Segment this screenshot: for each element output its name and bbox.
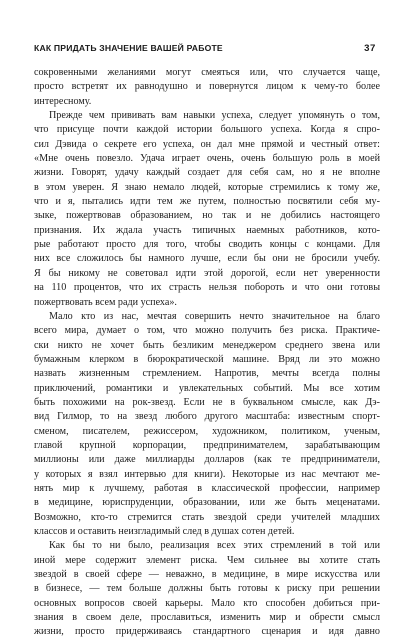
text-line: приключений, романтики и увлекательных событий. Мы все хотим [34, 382, 380, 394]
text-line: них все сложилось бы намного лучше, если бы они не бросили учебу. [34, 253, 380, 265]
page-number: 37 [364, 42, 376, 54]
text-line: что и я, пытались идти тем же путем, полностью посвятили себя му- [34, 196, 380, 208]
text-line: «Мне очень повезло. Удача играет очень, очень большую роль в моей [34, 153, 380, 165]
text-line: всего мира, думает о том, что можно получить без риска. Практиче- [34, 325, 380, 337]
chapter-title: КАК ПРИДАТЬ ЗНАЧЕНИЕ ВАШЕЙ РАБОТЕ [34, 43, 223, 53]
text-line: признания. Их ждала участь типичных наемных работников, кото- [34, 224, 380, 236]
text-line: миллионы или даже миллиарды долларов (как те предприниматели, [34, 454, 380, 466]
text-line: жизни. Говорят, удачу каждый создает для себя сам, но я не вполне [34, 167, 380, 179]
text-line: жизни, просто придерживаясь стандартного сценария и идя давно [34, 626, 380, 638]
text-line: в медицине, юриспруденции, образовании, или же быть меценатами. [34, 497, 380, 509]
text-line: классов и оставить неизгладимый след в душах сотен детей. [34, 526, 295, 537]
text-line: Возможно, кто-то стремится стать звездой среди учителей младших [34, 511, 380, 523]
text-line: пожертвовать всем ради успеха». [34, 296, 177, 308]
text-line: сокровенными желаниями могут смеяться или, что случается чаще, [34, 67, 380, 78]
text-line: Мало кто из нас, мечтая совершить нечто значительное на благо [49, 310, 380, 322]
text-line: знания в своем деле, прославиться, изменить мир и обрести смысл [34, 612, 380, 624]
text-line: что присуще почти каждой истории большого успеха. Когда я спро- [34, 124, 380, 136]
text-line: назвать жизненным стремлением. Напротив, мечты всегда полны [34, 368, 380, 380]
text-line: в этом уверен. Я знаю немало людей, которые стремились к тому же, [34, 181, 380, 193]
text-line: просто встретят их равнодушно и повернутся лицом к чему-то более [34, 81, 380, 93]
text-line: Я бы никому не советовал идти этой дорогой, если нет уверенности [34, 267, 380, 279]
text-line: Как бы то ни было, реализация всех этих стремлений в той или [49, 540, 380, 552]
text-line: бумажным клерком в бюрократической машине. Вряд ли это можно [34, 353, 380, 365]
text-line: сил Дэвида о секрете его успеха, он дал мне прямой и честный ответ: [34, 138, 380, 150]
text-line: звездой в своей сфере — неважно, в медицине, в мире искусства или [34, 569, 380, 581]
text-line: зыке, пожертвовав образованием, но так и не добились настоящего [34, 210, 380, 222]
text-line: Прежде чем прививать вам навыки успеха, следует упомянуть о том, [49, 110, 380, 122]
text-line: иной мере содержит элемент риска. Чем сильнее вы хотите стать [34, 554, 380, 566]
text-line: у которых я взял интервью для книги). Некоторые из нас мечтают ме- [34, 468, 380, 480]
text-line: в бизнесе, — тем больше должны быть готовы к риску при решении [34, 583, 380, 595]
text-line: основных вопросов своей карьеры. Мало кто способен добиться при- [34, 597, 380, 609]
running-head [34, 41, 376, 55]
body-text [34, 66, 380, 640]
text-line: быть похожими на рок-звезд. Если не в буквальном смысле, как Дэ- [34, 396, 380, 408]
text-line: нять мир к лучшему, работая в классической профессии, например [34, 482, 380, 494]
text-line: главой крупной корпорации, предпринимателем, зарабатывающим [34, 439, 380, 451]
text-line: интересному. [34, 95, 92, 107]
text-line: на 110 процентов, что их страсть нельзя побороть и что они готовы [34, 282, 380, 294]
text-line: сменом, писателем, режиссером, художником, политиком, ученым, [34, 425, 380, 437]
text-line: ски никто не хочет быть безликим менеджером среднего звена или [34, 339, 380, 351]
text-line: рые работают просто для того, чтобы сводить концы с концами. Для [34, 239, 380, 251]
text-line: вид Гилмор, то на звезд любого другого масштаба: известным спорт- [34, 411, 380, 423]
